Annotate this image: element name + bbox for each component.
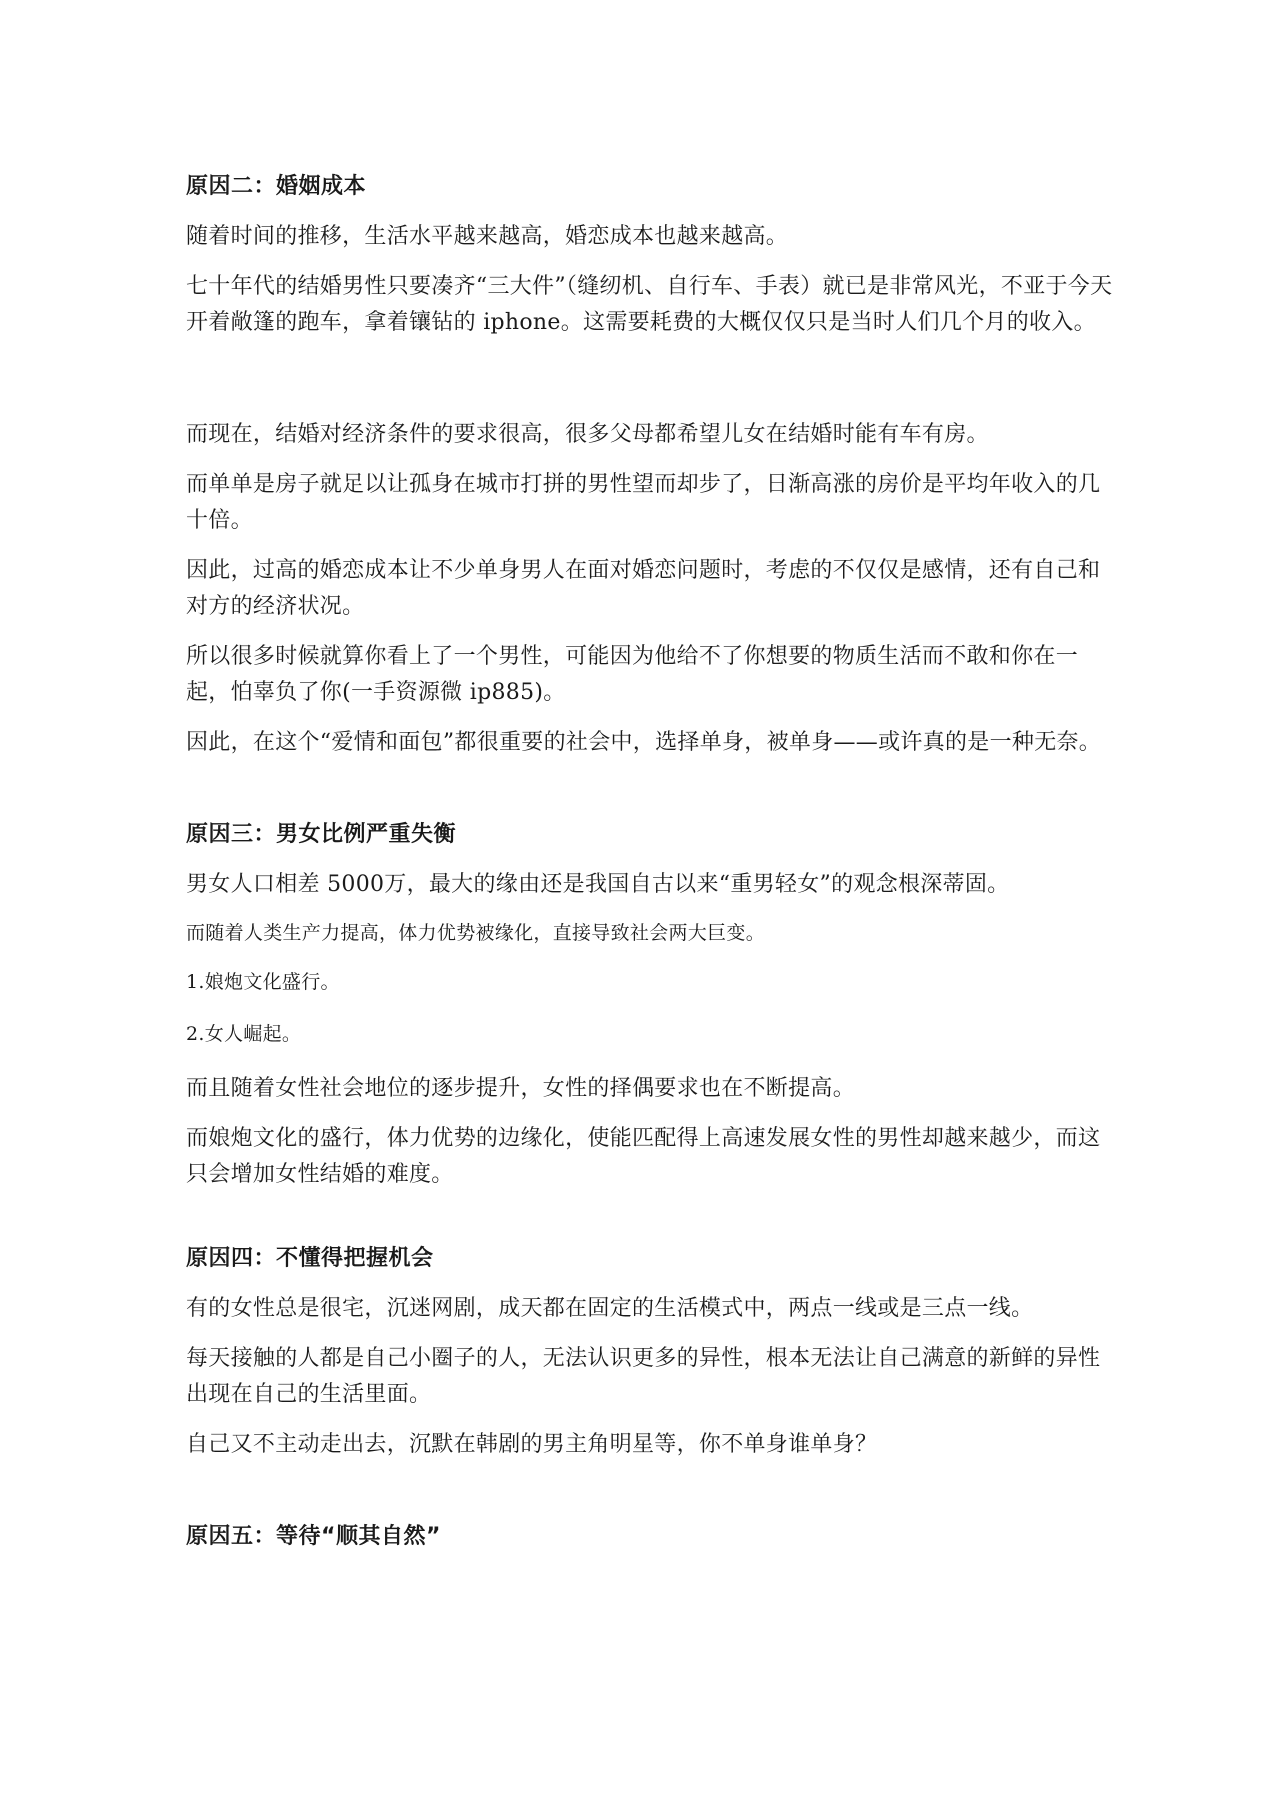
section-heading: 原因五：等待“顺其自然” bbox=[186, 1524, 441, 1549]
paragraph: 随着时间的推移，生活水平越来越高，婚恋成本也越来越高。 bbox=[186, 224, 789, 249]
paragraph: 而现在，结婚对经济条件的要求很高，很多父母都希望儿女在结婚时能有车有房。 bbox=[186, 422, 989, 447]
spacer bbox=[186, 775, 1121, 819]
paragraph: 自己又不主动走出去，沉默在韩剧的男主角明星等，你不单身谁单身？ bbox=[186, 1432, 878, 1457]
paragraph: 而单单是房子就足以让孤身在城市打拼的男性望而却步了，日渐高涨的房价是平均年收入的几十倍。 bbox=[186, 472, 1101, 533]
section-heading: 原因三：男女比例严重失衡 bbox=[186, 822, 457, 847]
list-item: 1.娘炮文化盛行。 bbox=[186, 971, 340, 993]
paragraph: 因此，过高的婚恋成本让不少单身男人在面对婚恋问题时，考虑的不仅仅是感情，还有自己和对方的经济状况。 bbox=[186, 558, 1101, 619]
spacer bbox=[186, 1477, 1121, 1521]
list-item: 2.女人崛起。 bbox=[186, 1023, 302, 1045]
paragraph: 七十年代的结婚男性只要凑齐“三大件”（缝纫机、自行车、手表）就已是非常风光，不亚于今天开着敞篷的跑车，拿着镶钻的 iphone。这需要耗费的大概仅仅只是当时人们几个月的收入。 bbox=[186, 274, 1113, 335]
document-body bbox=[186, 171, 1121, 1569]
section-heading: 原因二：婚姻成本 bbox=[186, 174, 367, 199]
paragraph: 所以很多时候就算你看上了一个男性，可能因为他给不了你想要的物质生活而不敢和你在一起，怕辜负了你(一手资源微 ip885)。 bbox=[186, 644, 1079, 705]
paragraph: 而随着人类生产力提高，体力优势被缘化，直接导致社会两大巨变。 bbox=[186, 922, 766, 944]
paragraph: 而且随着女性社会地位的逐步提升，女性的择偶要求也在不断提高。 bbox=[186, 1076, 856, 1101]
paragraph: 而娘炮文化的盛行，体力优势的边缘化，使能匹配得上高速发展女性的男性却越来越少，而这只会增加女性结婚的难度。 bbox=[186, 1126, 1101, 1187]
spacer bbox=[186, 1207, 1121, 1243]
paragraph: 每天接触的人都是自己小圈子的人，无法认识更多的异性，根本无法让自己满意的新鲜的异性出现在自己的生活里面。 bbox=[186, 1346, 1101, 1407]
paragraph: 男女人口相差 5000万，最大的缘由还是我国自古以来“重男轻女”的观念根深蒂固。 bbox=[186, 872, 1010, 897]
spacer bbox=[186, 355, 1121, 417]
section-heading: 原因四：不懂得把握机会 bbox=[186, 1246, 434, 1271]
paragraph: 有的女性总是很宅，沉迷网剧，成天都在固定的生活模式中，两点一线或是三点一线。 bbox=[186, 1296, 1034, 1321]
paragraph: 因此，在这个“爱情和面包”都很重要的社会中，选择单身，被单身——或许真的是一种无奈。 bbox=[186, 730, 1102, 755]
